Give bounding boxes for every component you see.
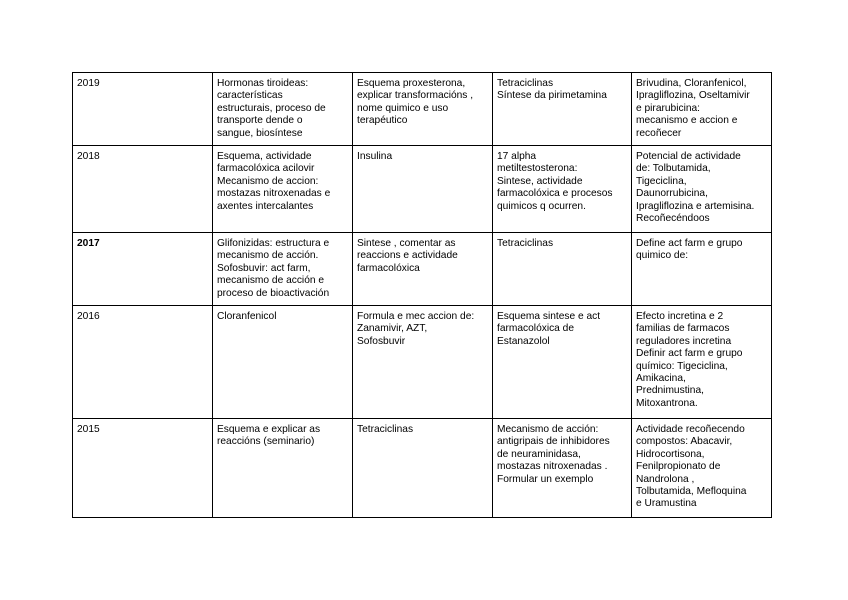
table-row — [73, 146, 772, 233]
topic-cell: Hormonas tiroideas: características estructurais, proceso de transporte dende o sangue, biosíntese — [213, 73, 353, 146]
topic-cell: Esquema e explicar as reaccións (seminario) — [213, 419, 353, 518]
topic-cell: Formula e mec accion de: Zanamivir, AZT, Sofosbuvir — [353, 306, 493, 419]
year-cell: 2019 — [73, 73, 213, 146]
topic-cell: Tetraciclinas Síntese da pirimetamina — [493, 73, 632, 146]
topic-cell: Tetraciclinas — [353, 419, 493, 518]
topic-cell: Cloranfenicol — [213, 306, 353, 419]
exam-topics-table — [72, 72, 772, 518]
table-row — [73, 306, 772, 419]
year-cell: 2017 — [73, 233, 213, 306]
table-row — [73, 233, 772, 306]
topic-cell: Esquema sintese e act farmacolóxica de Estanazolol — [493, 306, 632, 419]
topic-cell: Glifonizidas: estructura e mecanismo de acción. Sofosbuvir: act farm, mecanismo de acción e proceso de bioactivación — [213, 233, 353, 306]
topic-cell: Actividade recoñecendo compostos: Abacavir, Hidrocortisona, Fenilpropionato de Nandrolona , Tolbutamida, Mefloquina e Uramustina — [632, 419, 772, 518]
topic-cell: Efecto incretina e 2 familias de farmacos reguladores incretina Definir act farm e grupo químico: Tigeciclina, Amikacina, Prednimustina, Mitoxantrona. — [632, 306, 772, 419]
topic-cell: Brivudina, Cloranfenicol, Ipragliflozina, Oseltamivir e pirarubicina: mecanismo e accion e recoñecer — [632, 73, 772, 146]
topic-cell: Define act farm e grupo quimico de: — [632, 233, 772, 306]
topic-cell: Insulina — [353, 146, 493, 233]
year-cell: 2016 — [73, 306, 213, 419]
topic-cell: Esquema, actividade farmacolóxica acilovir Mecanismo de accion: mostazas nitroxenadas e axentes intercalantes — [213, 146, 353, 233]
topic-cell: Mecanismo de acción: antigripais de inhibidores de neuraminidasa, mostazas nitroxenadas . Formular un exemplo — [493, 419, 632, 518]
topic-cell: Sintese , comentar as reaccions e actividade farmacolóxica — [353, 233, 493, 306]
table-row — [73, 73, 772, 146]
year-cell: 2015 — [73, 419, 213, 518]
topic-cell: 17 alpha metiltestosterona: Sintese, actividade farmacolóxica e procesos quimicos q ocurren. — [493, 146, 632, 233]
topic-cell: Esquema proxesterona, explicar transformacións , nome quimico e uso terapéutico — [353, 73, 493, 146]
year-cell: 2018 — [73, 146, 213, 233]
table-row — [73, 419, 772, 518]
topic-cell: Tetraciclinas — [493, 233, 632, 306]
topic-cell: Potencial de actividade de: Tolbutamida, Tigeciclina, Daunorrubicina, Ipragliflozina e artemisina. Recoñecéndoos — [632, 146, 772, 233]
